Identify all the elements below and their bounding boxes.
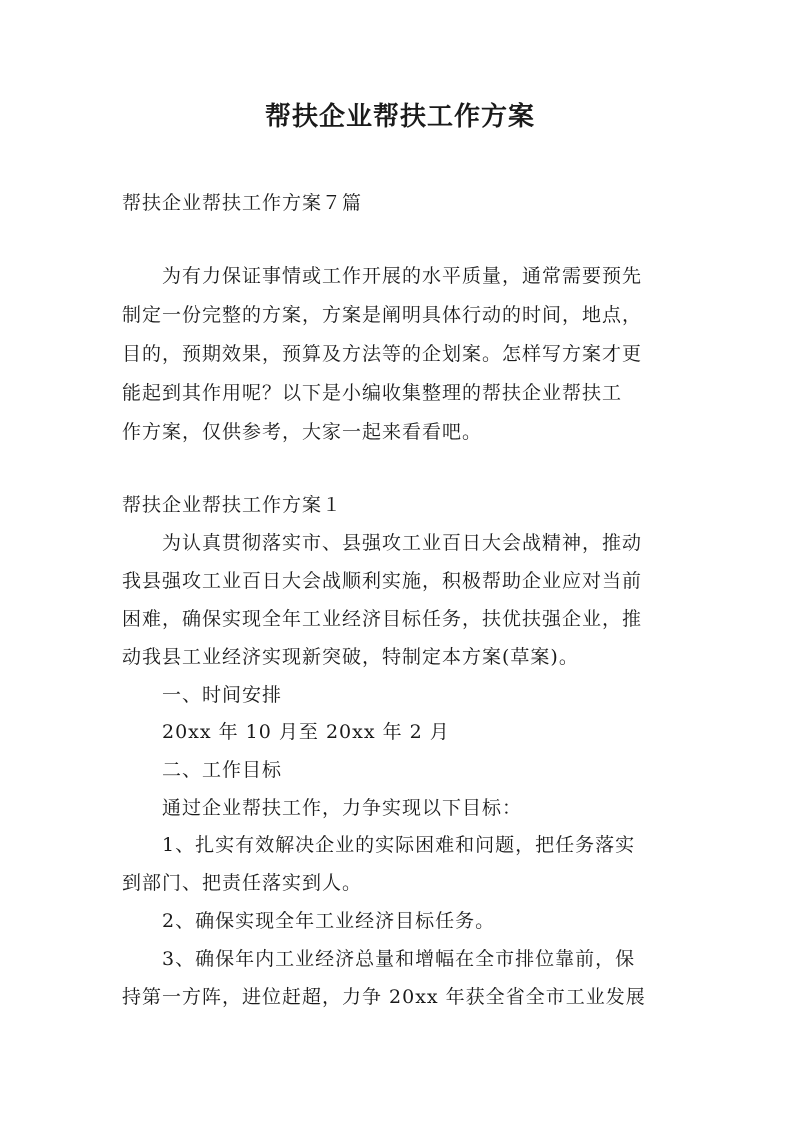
document-title: 帮扶企业帮扶工作方案 bbox=[264, 102, 535, 132]
document-subtitle: 帮扶企业帮扶工作方案７篇 bbox=[122, 192, 363, 214]
intro-line: 作方案，仅供参考，大家一起来看看吧。 bbox=[122, 421, 483, 443]
section-heading: 帮扶企业帮扶工作方案１ bbox=[122, 494, 343, 516]
intro-line: 制定一份完整的方案，方案是阐明具体行动的时间，地点， bbox=[122, 304, 643, 326]
item-heading-goal: 二、工作目标 bbox=[162, 759, 283, 781]
section-paragraph-line: 动我县工业经济实现新突破，特制定本方案(草案)。 bbox=[122, 646, 579, 668]
item-heading-time: 一、时间安排 bbox=[162, 684, 283, 706]
section-paragraph-line: 为认真贯彻落实市、县强攻工业百日大会战精神，推动 bbox=[162, 532, 643, 554]
section-paragraph-line: 我县强攻工业百日大会战顺利实施，积极帮助企业应对当前 bbox=[122, 570, 643, 592]
section-paragraph-line: 困难，确保实现全年工业经济目标任务，扶优扶强企业，推 bbox=[122, 608, 643, 630]
intro-line: 为有力保证事情或工作开展的水平质量，通常需要预先 bbox=[162, 265, 643, 287]
intro-line: 目的，预期效果，预算及方法等的企划案。怎样写方案才更 bbox=[122, 343, 643, 365]
item-time-value: 20xx 年 10 月至 20xx 年 2 月 bbox=[162, 721, 450, 743]
goal-line: 到部门、把责任落实到人。 bbox=[122, 872, 363, 894]
goal-line: 持第一方阵，进位赶超，力争 20xx 年获全省全市工业发展 bbox=[122, 986, 646, 1008]
item-goal-intro: 通过企业帮扶工作，力争实现以下目标： bbox=[162, 797, 523, 819]
goal-line: 1、扎实有效解决企业的实际困难和问题，把任务落实 bbox=[162, 834, 636, 856]
goal-line: 2、确保实现全年工业经济目标任务。 bbox=[162, 910, 496, 932]
intro-line: 能起到其作用呢？以下是小编收集整理的帮扶企业帮扶工 bbox=[122, 382, 623, 404]
goal-line: 3、确保年内工业经济总量和增幅在全市排位靠前，保 bbox=[162, 948, 636, 970]
